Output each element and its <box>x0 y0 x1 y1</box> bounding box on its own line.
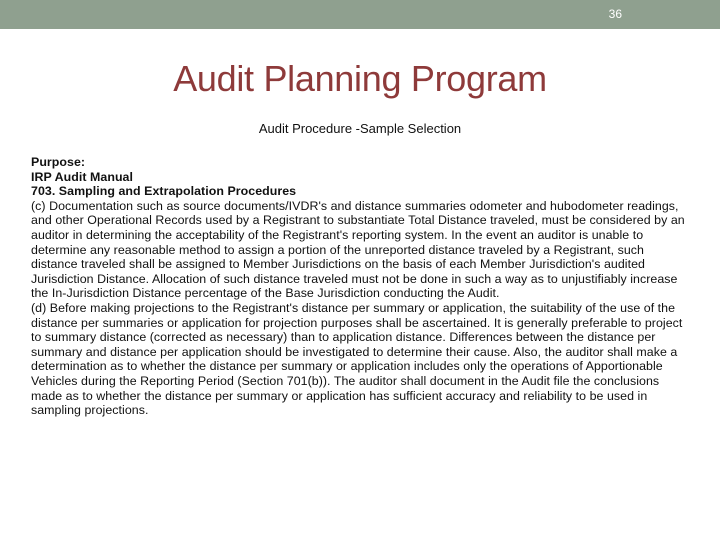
header-bar <box>0 0 720 29</box>
paragraph-c: (c) Documentation such as source documents/IVDR's and distance summaries odometer and hubodometer readings, and other Operational Records used by a Registrant to substantiate Total Distance traveled, must be considered by an auditor in determining the acceptability of the Registrant's reporting system. In the event an auditor is unable to determine any reasonable method to assign a portion of the unreported distance traveled by a Registrant, such distance traveled shall be assigned to Member Jurisdictions on the basis of each Member Jurisdiction's audited Jurisdiction Distance. Allocation of such distance traveled must not be done in such a way as to unjustifiably increase the In-Jurisdiction Distance percentage of the Base Jurisdiction conducting the Audit. <box>31 198 685 301</box>
slide-title: Audit Planning Program <box>173 58 547 99</box>
manual-label: IRP Audit Manual <box>31 169 133 184</box>
purpose-label: Purpose: <box>31 155 86 169</box>
slide-subtitle: Audit Procedure -Sample Selection <box>258 121 462 136</box>
section-heading: 703. Sampling and Extrapolation Procedures <box>31 184 297 199</box>
paragraph-d: (d) Before making projections to the Registrant's distance per summary or application, the suitability of the use of the distance per summaries or application for projection purposes shall be ascertained. It is generally preferable to project to summary distance (corrected as necessary) than to application distance. Differences between the distance per summary and distance per application should be investigated to determine their cause. Also, the auditor shall make a determination as to whether the distance per summary or application includes only the operations of Apportionable Vehicles during the Reporting Period (Section 701(b)). The auditor shall document in the Audit file the conclusions made as to whether the distance per summary or application has sufficient accuracy and reliability to be used in sampling projections. <box>31 300 683 418</box>
slide-body <box>31 155 691 418</box>
slide-number: 36 <box>608 7 622 21</box>
